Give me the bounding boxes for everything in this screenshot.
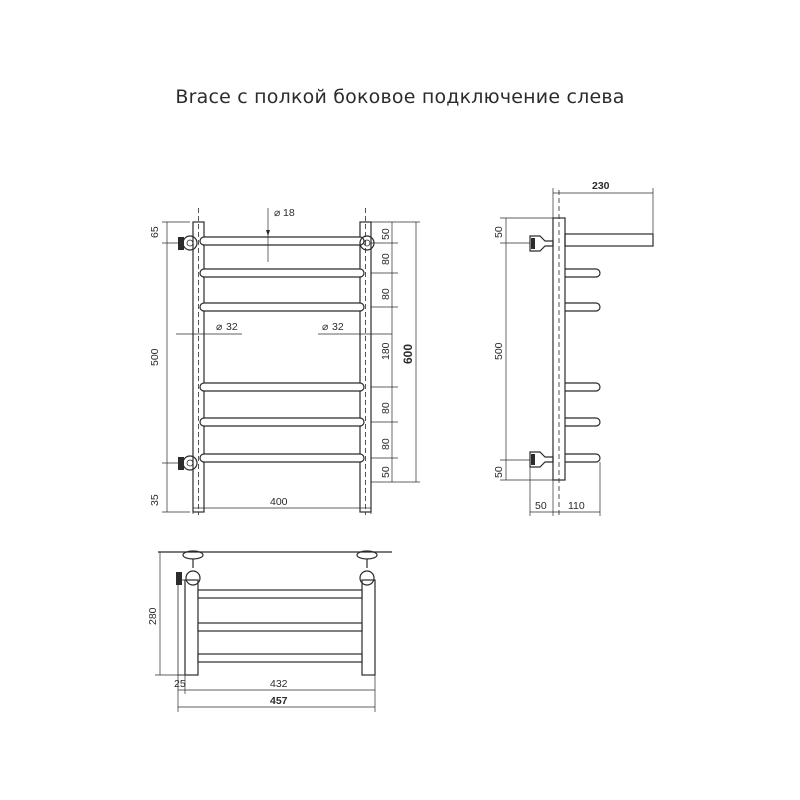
dim-25: 25 <box>174 678 186 690</box>
side-rung-4 <box>565 418 600 426</box>
connector-top-left-inner <box>187 240 193 246</box>
connector-bottom-left-inner <box>187 460 193 466</box>
dim-65: 65 <box>149 226 161 238</box>
rung-6 <box>200 454 364 462</box>
side-dim-110: 110 <box>568 500 585 512</box>
side-valve-bottom <box>530 452 553 467</box>
connector-top-left <box>183 236 197 250</box>
dim-432: 432 <box>270 678 288 690</box>
side-dim-50-h: 50 <box>535 500 547 512</box>
diam-32-right-label: 32 <box>332 321 344 333</box>
top-left-fitting <box>178 580 185 675</box>
top-rung-3 <box>198 654 362 662</box>
dim-400: 400 <box>270 496 288 508</box>
dim-50-top: 50 <box>380 228 392 240</box>
dim-80-1: 80 <box>380 253 392 265</box>
front-view <box>149 207 420 515</box>
connector-bottom-left <box>183 456 197 470</box>
svg-text:⌀: ⌀ <box>322 321 329 333</box>
rung-2 <box>200 269 364 277</box>
side-view <box>493 180 653 516</box>
side-rung-5 <box>565 454 600 462</box>
rung-4 <box>200 383 364 391</box>
connector-bottom-left-fitting <box>178 457 184 470</box>
dim-180: 180 <box>380 342 392 360</box>
connector-top-right-inner <box>364 240 370 246</box>
top-right-post <box>362 580 375 675</box>
top-rung-2 <box>198 623 362 631</box>
side-rung-3 <box>565 383 600 391</box>
side-shelf <box>565 234 653 246</box>
dim-457: 457 <box>270 695 288 707</box>
top-view <box>147 551 392 712</box>
connector-top-left-fitting <box>178 237 184 250</box>
side-valve-top <box>530 236 553 251</box>
dim-230: 230 <box>592 180 610 192</box>
rung-3 <box>200 303 364 311</box>
top-rung-1 <box>198 590 362 598</box>
diam-18-symbol: ⌀ <box>274 207 281 219</box>
diam-32-left-label: 32 <box>226 321 238 333</box>
svg-text:⌀: ⌀ <box>216 321 223 333</box>
rung-5 <box>200 418 364 426</box>
dim-600: 600 <box>401 343 415 364</box>
dim-35: 35 <box>149 494 161 506</box>
side-rung-2 <box>565 303 600 311</box>
rung-1 <box>200 237 364 245</box>
dim-80-4: 80 <box>380 438 392 450</box>
dim-50-bottom: 50 <box>380 466 392 478</box>
side-rung-1 <box>565 269 600 277</box>
top-left-post <box>185 580 198 675</box>
dim-80-2: 80 <box>380 288 392 300</box>
dim-500-left: 500 <box>149 348 161 366</box>
drawing-title: Brace с полкой боковое подключение слева <box>175 86 625 108</box>
dim-280: 280 <box>147 607 159 625</box>
side-dim-50-bottom: 50 <box>493 466 505 478</box>
side-dim-500: 500 <box>493 342 505 360</box>
diam-18-label: 18 <box>283 207 295 219</box>
dim-80-3: 80 <box>380 402 392 414</box>
side-dim-50-top: 50 <box>493 226 505 238</box>
